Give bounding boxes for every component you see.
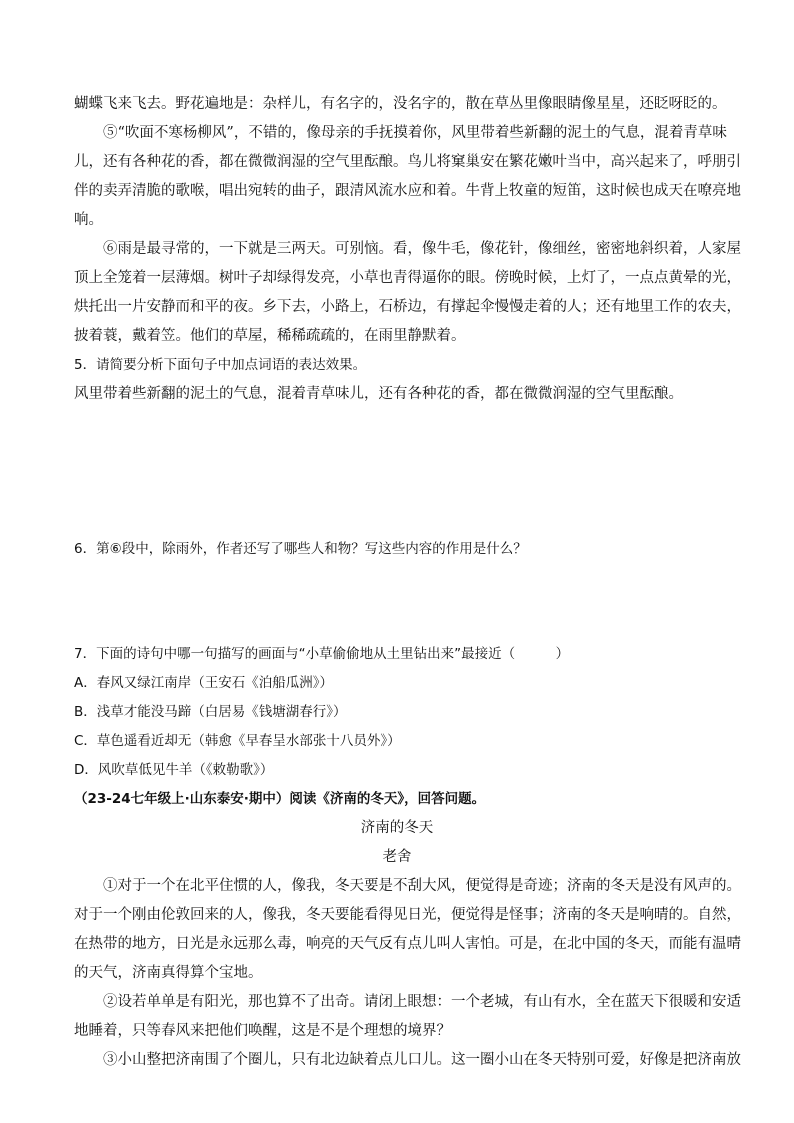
paragraph-5-line: ⑤“吹面不寒杨柳风”，不错的，像母亲的手抚摸着你，风里带着些新翻的泥土的气息，混着青草味: [103, 125, 727, 141]
paragraph-1-line: 对于一个刚由伦敦回来的人，像我，冬天要能看得见日光，便觉得是怪事；济南的冬天是响晴的。自然，: [74, 907, 741, 923]
passage-continuation: [74, 90, 741, 351]
article-author: 老舍: [382, 849, 412, 865]
reading-section: [74, 785, 741, 1075]
paragraph-6-line: 顶上全笼着一层薄烟。树叶子却绿得发亮，小草也青得逼你的眼。傍晚时候，上灯了，一点点黄晕的光，: [74, 270, 741, 286]
question-6: [74, 535, 720, 564]
paragraph-2-line: ②设若单单是有阳光，那也算不了出奇。请闭上眼想：一个老城，有山有水，全在蓝天下很暖和安适: [103, 994, 741, 1010]
paragraph-2-line: 地睡着，只等春风来把他们唤醒，这是不是个理想的境界？: [74, 1023, 451, 1039]
paragraph-5-line: 伴的卖弄清脆的歌喉，唱出宛转的曲子，跟清风流水应和着。牛背上牧童的短笛，这时候也成天在嘹亮地: [74, 183, 741, 199]
section-source: （23-24七年级上·山东泰安·期中）阅读《济南的冬天》，回答问题。: [74, 791, 486, 807]
paragraph-3-line: ③小山整把济南围了个圈儿，只有北边缺着点儿口儿。这一圈小山在冬天特别可爱，好像是把济南放: [103, 1052, 741, 1068]
question-7-text: 7．下面的诗句中哪一句描写的画面与“小草偷偷地从土里钻出来”最接近（ ）: [74, 646, 570, 662]
paragraph-6-line: 烘托出一片安静而和平的夜。乡下去，小路上，石桥边，有撑起伞慢慢走着的人；还有地里工作的农夫，: [74, 299, 741, 315]
article-title: 济南的冬天: [360, 820, 434, 836]
paragraph-line: 蝴蝶飞来飞去。野花遍地是：杂样儿，有名字的，没名字的，散在草丛里像眼睛像星星，还眨呀眨的。: [74, 96, 727, 112]
paragraph-1-line: 在热带的地方，日光是永远那么毒，响亮的天气反有点儿叫人害怕。可是，在北中国的冬天，而能有温晴: [74, 936, 741, 952]
question-5: [74, 351, 720, 409]
answer-space: [74, 564, 720, 640]
document-page: [74, 90, 741, 1075]
option-a: A．春风又绿江南岸（王安石《泊船瓜洲》）: [74, 675, 333, 691]
paragraph-1-line: 的天气，济南真得算个宝地。: [74, 965, 263, 981]
option-d: D．风吹草低见牛羊（《敕勒歌》）: [74, 762, 274, 778]
option-b: B．浅草才能没马蹄（白居易《钱塘湖春行》）: [74, 704, 347, 720]
paragraph-1-line: ①对于一个在北平住惯的人，像我，冬天要是不刮大风，便觉得是奇迹；济南的冬天是没有风声的。: [103, 878, 741, 894]
paragraph-5-line: 儿，还有各种花的香，都在微微润湿的空气里酝酿。鸟儿将窠巢安在繁花嫩叶当中，高兴起来了，呼朋引: [74, 154, 741, 170]
question-5-text: 5．请简要分析下面句子中加点词语的表达效果。: [74, 357, 367, 373]
paragraph-6-line: 披着蓑，戴着笠。他们的草屋，稀稀疏疏的，在雨里静默着。: [74, 328, 466, 344]
paragraph-5-line: 响。: [74, 212, 103, 228]
option-c: C．草色遥看近却无（韩愈《早春呈水部张十八员外》）: [74, 733, 401, 749]
answer-space: [74, 409, 720, 535]
question-7: [74, 640, 720, 785]
question-5-sentence: 风里带着些新翻的泥土的气息，混着青草味儿，还有各种花的香，都在微微润湿的空气里酝酿。: [74, 386, 683, 402]
paragraph-6-line: ⑥雨是最寻常的，一下就是三两天。可别恼。看，像牛毛，像花针，像细丝，密密地斜织着，人家屋: [103, 241, 741, 257]
question-6-text: 6．第⑥段中，除雨外，作者还写了哪些人和物？写这些内容的作用是什么？: [74, 541, 527, 557]
